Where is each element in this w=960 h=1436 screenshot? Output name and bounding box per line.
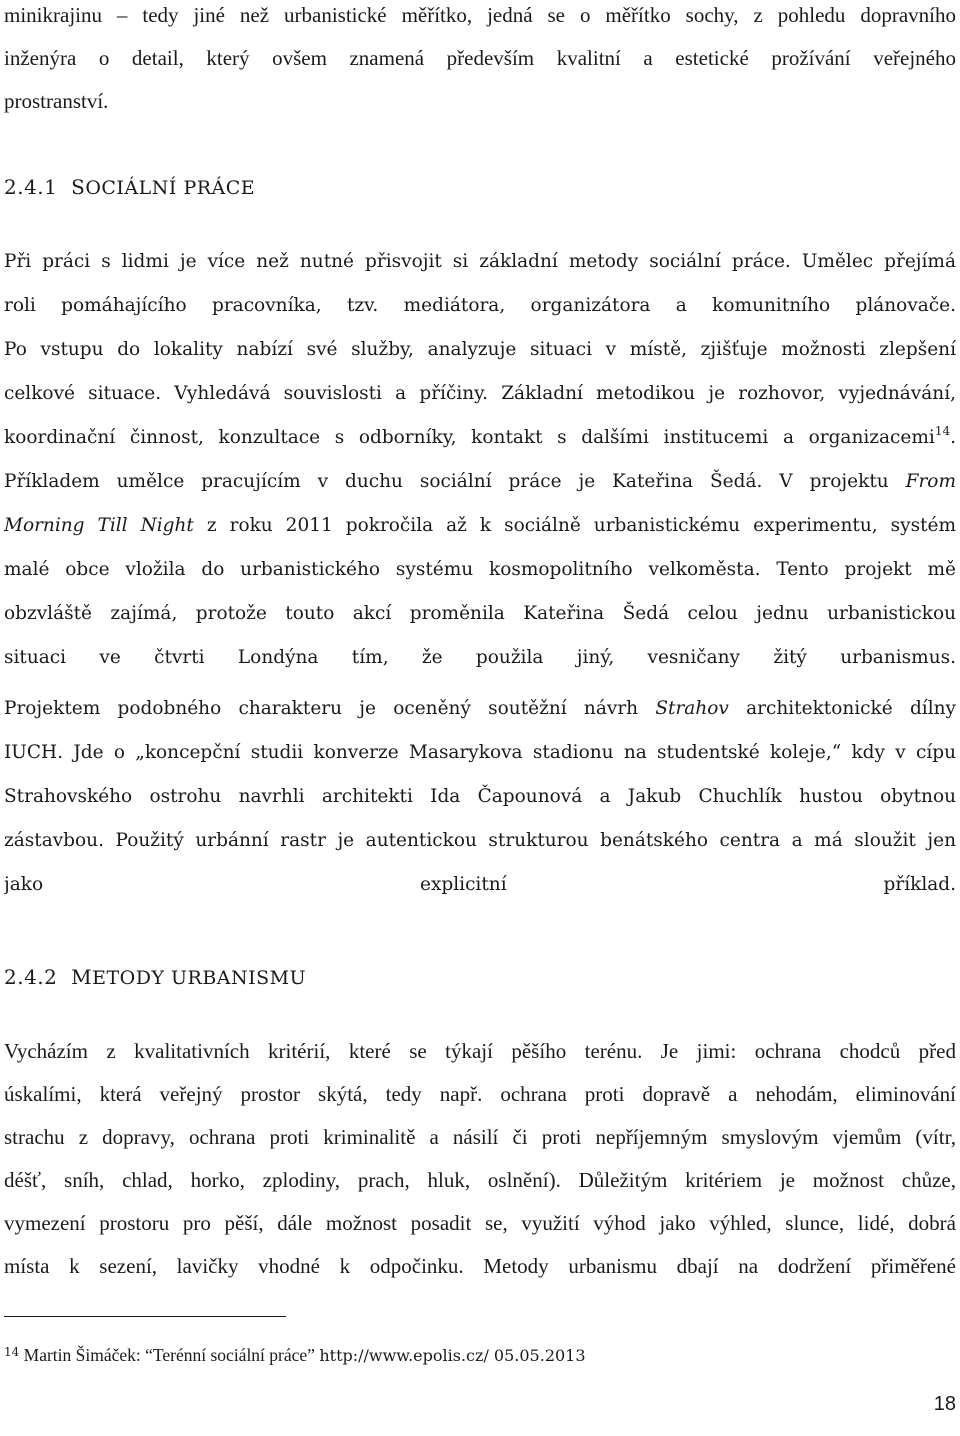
text-fragment: Příkladem umělce pracujícím v duchu sociální práce je Kateřina Šedá. V projektu (4, 471, 906, 492)
text-line: úskalími, která veřejný prostor skýtá, tedy např. ochrana proti dopravě a nehodám, eliminování (4, 1082, 956, 1106)
text-fragment: z roku 2011 pokročila až k sociálně urbanistickému experimentu, systém (193, 515, 956, 536)
italic-title: Strahov (655, 698, 729, 719)
page-number: 18 (933, 1393, 956, 1415)
text-fragment: architektonické dílny (728, 698, 956, 719)
text-line: inženýra o detail, který ovšem znamená především kvalitní a estetické prožívání veřejného (4, 46, 956, 70)
text-fragment: . (950, 427, 956, 448)
text-line: déšť, sníh, chlad, horko, zplodiny, prach, hluk, oslnění). Důležitým kritériem je možnost chůze, (4, 1168, 956, 1192)
text-line: místa k sezení, lavičky vhodné k odpočinku. Metody urbanismu dbají na dodržení přiměřené (4, 1254, 956, 1278)
section-title-initial: S (71, 175, 86, 199)
text-line: IUCH. Jde o „koncepční studii konverze Masarykova stadionu na studentské koleje,“ kdy v cípu (4, 742, 956, 763)
text-line (4, 687, 956, 731)
section-number: 2.4.1 (4, 175, 58, 199)
text-line: jako explicitní příklad. (4, 874, 956, 895)
section-title-rest: ETODY URBANISMU (92, 967, 307, 989)
paragraph-urban-methods (4, 1030, 956, 1288)
text-line: strachu z dopravy, ochrana proti kriminalitě a násilí či proti nepříjemným smyslovým vjemům (vítr, (4, 1125, 956, 1149)
italic-title: Morning Till Night (4, 515, 194, 536)
text-line: celkové situace. Vyhledává souvislosti a příčiny. Základní metodikou je rozhovor, vyjednávání, (4, 383, 956, 404)
text-fragment: Projektem podobného charakteru je oceněný soutěžní návrh (4, 698, 656, 719)
footnote-separator (4, 1316, 286, 1317)
text-line: Při práci s lidmi je více než nutné přisvojit si základní metody sociální práce. Umělec přejímá (4, 251, 956, 272)
text-line (4, 460, 956, 504)
footnote-url[interactable]: http://www.epolis.cz/ 05.05.2013 (319, 1346, 586, 1365)
text-line: vymezení prostoru pro pěší, dále možnost posadit se, využití výhod jako výhled, slunce, lidé, dobrá (4, 1211, 956, 1235)
text-line-with-ref (4, 416, 956, 460)
section-heading-urban-methods (4, 962, 306, 993)
section-title-rest: OCIÁLNÍ PRÁCE (85, 177, 256, 199)
paragraph-social-work-2 (4, 687, 956, 907)
text-line: malé obce vložila do urbanistického systému kosmopolitního velkoměsta. Tento projekt mě (4, 559, 956, 580)
text-line (4, 504, 956, 548)
italic-title: From (905, 471, 956, 492)
text-line: prostranství. (4, 89, 109, 113)
text-fragment: koordinační činnost, konzultace s odborníky, kontakt s dalšími institucemi a organizacemi (4, 427, 935, 448)
footnote-reference[interactable]: 14 (934, 424, 951, 438)
footnote-number: 14 (4, 1345, 20, 1359)
text-line: situaci ve čtvrti Londýna tím, že použila jiný, vesničany žitý urbanismus. (4, 647, 956, 668)
paragraph-social-work-1 (4, 240, 956, 680)
section-number: 2.4.2 (4, 965, 58, 989)
section-heading-social-work (4, 172, 255, 203)
footnote (4, 1340, 586, 1368)
text-line: minikrajinu – tedy jiné než urbanistické měřítko, jedná se o měřítko sochy, z pohledu dopravního (4, 3, 956, 27)
footnote-text: Martin Šimáček: “Terénní sociální práce” (19, 1345, 320, 1365)
text-line: Vycházím z kvalitativních kritérií, které se týkají pěšího terénu. Je jimi: ochrana chodců před (4, 1039, 956, 1063)
continuation-paragraph (4, 0, 956, 123)
text-line: Strahovského ostrohu navrhli architekti Ida Čapounová a Jakub Chuchlík hustou obytnou (4, 786, 956, 807)
text-line: roli pomáhajícího pracovníka, tzv. mediátora, organizátora a komunitního plánovače. (4, 295, 956, 316)
text-line: obzvláště zajímá, protože touto akcí proměnila Kateřina Šedá celou jednu urbanistickou (4, 603, 956, 624)
text-line: Po vstupu do lokality nabízí své služby, analyzuje situaci v místě, zjišťuje možnosti zlepšení (4, 339, 956, 360)
section-title-initial: M (71, 965, 93, 989)
text-line: zástavbou. Použitý urbánní rastr je autentickou strukturou benátského centra a má sloužit jen (4, 830, 956, 851)
